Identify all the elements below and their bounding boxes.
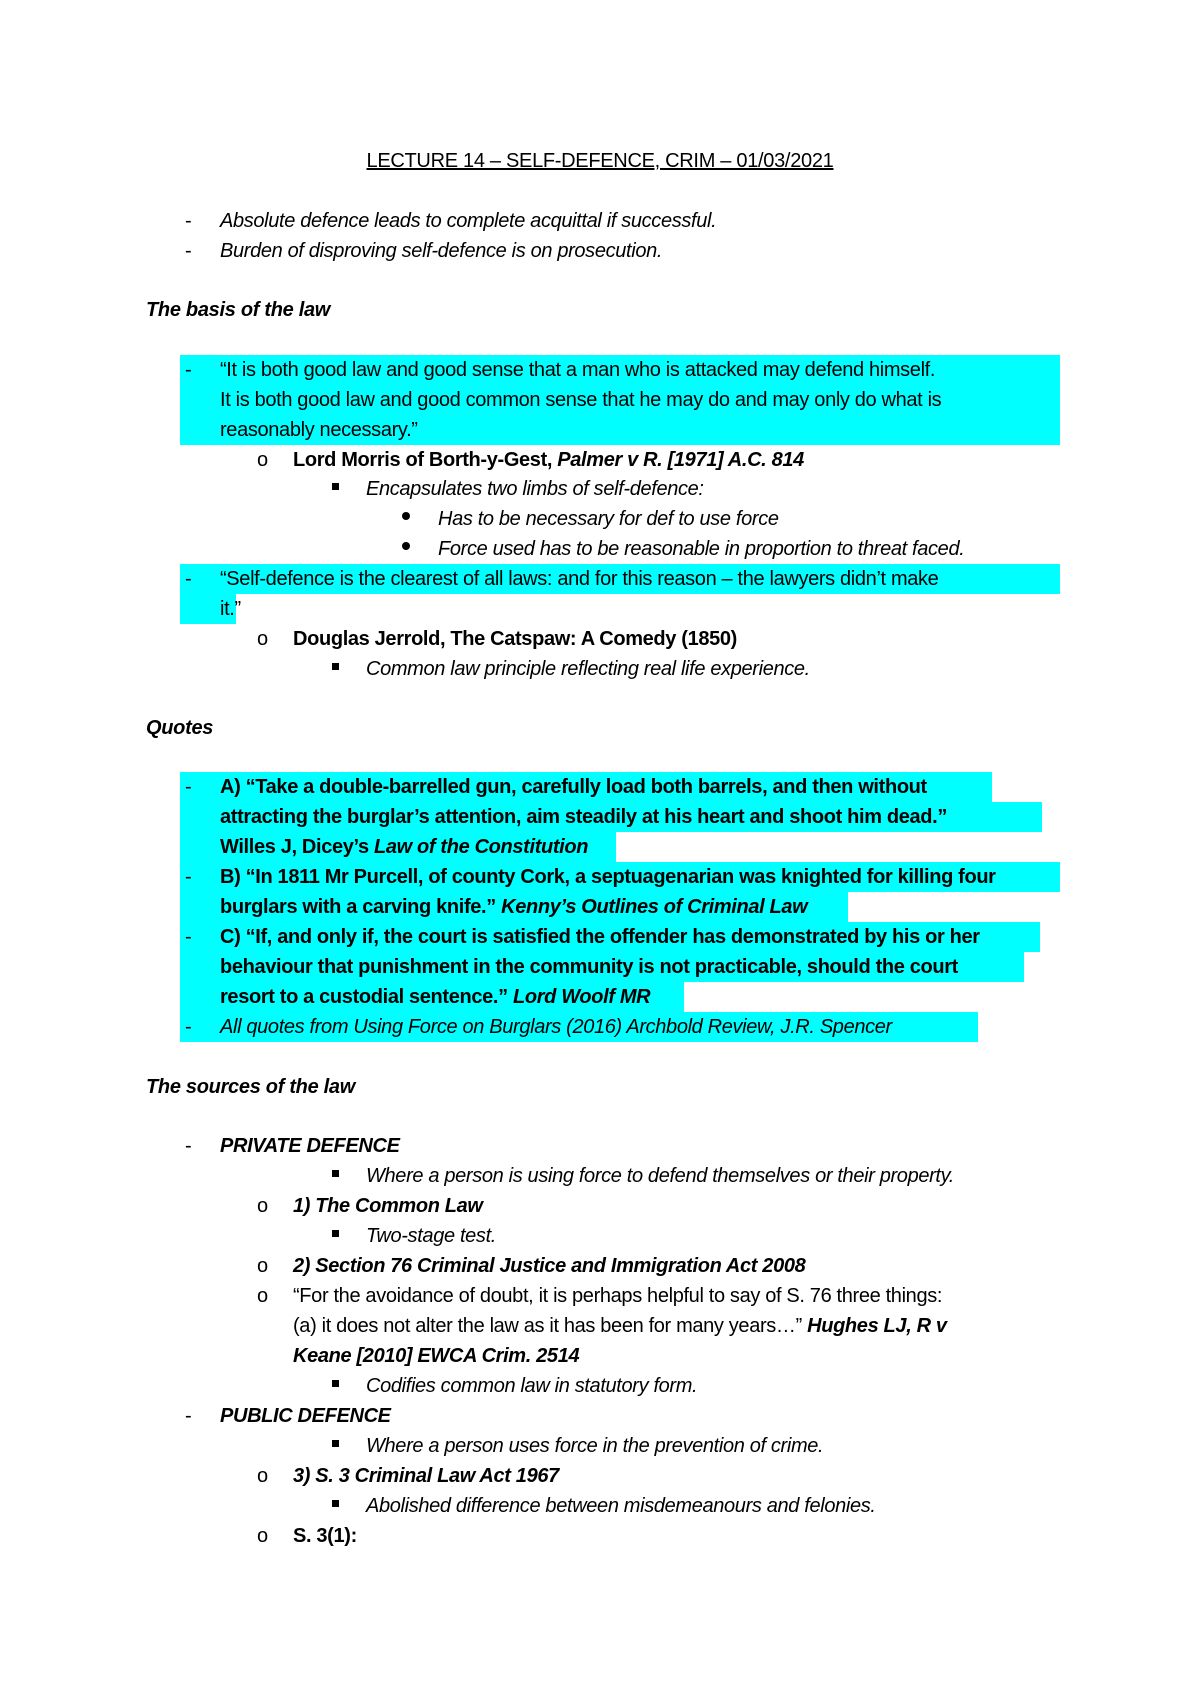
quote-line: “For the avoidance of doubt, it is perhaps helpful to say of S. 76 three things:: [293, 1285, 943, 1307]
quote-line: It is both good law and good common sense that he may do and may only do what is: [220, 389, 942, 411]
source-item: S. 3(1):: [293, 1525, 357, 1547]
note-line: Codifies common law in statutory form.: [366, 1375, 698, 1397]
quote-text: burglars with a carving knife.”: [220, 896, 502, 918]
dash-bullet: -: [185, 240, 192, 262]
circle-bullet: o: [257, 1465, 269, 1487]
dash-bullet: -: [185, 210, 192, 232]
circle-bullet: o: [257, 449, 269, 471]
source-item: 1) The Common Law: [293, 1195, 483, 1217]
source-item: 3) S. 3 Criminal Law Act 1967: [293, 1465, 559, 1487]
quote-line: “Self-defence is the clearest of all laws: and for this reason – the lawyers didn’t make: [220, 568, 939, 590]
section-heading: The sources of the law: [146, 1076, 356, 1098]
dot-bullet: [402, 542, 410, 550]
quote-source: [220, 832, 588, 862]
square-bullet: [332, 1440, 339, 1447]
square-bullet: [332, 1500, 339, 1507]
quote-text: (a) it does not alter the law as it has been for many years…”: [293, 1315, 808, 1337]
quote-line: [220, 982, 650, 1012]
dash-bullet: -: [185, 1405, 192, 1427]
square-bullet: [332, 663, 339, 670]
quote-line: [220, 892, 807, 922]
intro-line: Burden of disproving self-defence is on prosecution.: [220, 240, 663, 262]
limb-item: Force used has to be reasonable in proportion to threat faced.: [438, 538, 965, 560]
source-work: Kenny’s Outlines of Criminal Law: [501, 896, 808, 918]
quote-text: resort to a custodial sentence.”: [220, 986, 513, 1008]
case-citation: Palmer v R. [1971] A.C. 814: [557, 449, 804, 471]
defence-heading: PRIVATE DEFENCE: [220, 1135, 400, 1157]
section-heading: The basis of the law: [146, 299, 331, 321]
dash-bullet: -: [185, 1135, 192, 1157]
circle-bullet: o: [257, 1285, 269, 1307]
quote-line: A) “Take a double-barrelled gun, carefully load both barrels, and then without: [220, 776, 927, 798]
dash-bullet: -: [185, 568, 192, 590]
note-line: Abolished difference between misdemeanours and felonies.: [366, 1495, 876, 1517]
quote-line: C) “If, and only if, the court is satisfied the offender has demonstrated by his or her: [220, 926, 980, 948]
dot-bullet: [402, 512, 410, 520]
note-line: Where a person uses force in the prevention of crime.: [366, 1435, 824, 1457]
square-bullet: [332, 483, 339, 490]
case-source: Douglas Jerrold, The Catspaw: A Comedy (1850): [293, 628, 737, 650]
circle-bullet: o: [257, 1525, 269, 1547]
case-source: [293, 445, 804, 475]
quote-line: it.”: [220, 598, 241, 620]
dash-bullet: -: [185, 776, 192, 798]
source-item: 2) Section 76 Criminal Justice and Immigration Act 2008: [293, 1255, 806, 1277]
quote-line: [293, 1311, 947, 1341]
intro-line: Absolute defence leads to complete acquittal if successful.: [220, 210, 717, 232]
defence-heading: PUBLIC DEFENCE: [220, 1405, 391, 1427]
quote-attribution: All quotes from Using Force on Burglars (2016) Archbold Review, J.R. Spencer: [220, 1016, 892, 1038]
case-citation: Hughes LJ, R v: [807, 1315, 947, 1337]
dash-bullet: -: [185, 359, 192, 381]
source-author: Lord Woolf MR: [512, 986, 651, 1008]
square-bullet: [332, 1230, 339, 1237]
dash-bullet: -: [185, 1016, 192, 1038]
quote-line: behaviour that punishment in the community is not practicable, should the court: [220, 956, 958, 978]
note-line: Where a person is using force to defend themselves or their property.: [366, 1165, 955, 1187]
circle-bullet: o: [257, 1195, 269, 1217]
square-bullet: [332, 1170, 339, 1177]
dash-bullet: -: [185, 866, 192, 888]
section-heading: Quotes: [146, 717, 214, 739]
page-title: LECTURE 14 – SELF-DEFENCE, CRIM – 01/03/2021: [366, 150, 834, 172]
case-citation: Keane [2010] EWCA Crim. 2514: [293, 1345, 580, 1367]
source-work: Law of the Constitution: [373, 836, 589, 858]
dash-bullet: -: [185, 926, 192, 948]
source-author: Willes J, Dicey’s: [220, 836, 374, 858]
quote-line: reasonably necessary.”: [220, 419, 418, 441]
note-line: Two-stage test.: [366, 1225, 496, 1247]
circle-bullet: o: [257, 1255, 269, 1277]
square-bullet: [332, 1380, 339, 1387]
quote-line: “It is both good law and good sense that a man who is attacked may defend himself.: [220, 359, 936, 381]
circle-bullet: o: [257, 628, 269, 650]
note-line: Common law principle reflecting real life experience.: [366, 658, 810, 680]
quote-line: attracting the burglar’s attention, aim steadily at his heart and shoot him dead.”: [220, 806, 947, 828]
judge-name: Lord Morris of Borth-y-Gest,: [293, 449, 558, 471]
note-line: Encapsulates two limbs of self-defence:: [366, 478, 704, 500]
limb-item: Has to be necessary for def to use force: [438, 508, 779, 530]
quote-line: B) “In 1811 Mr Purcell, of county Cork, a septuagenarian was knighted for killing four: [220, 866, 996, 888]
